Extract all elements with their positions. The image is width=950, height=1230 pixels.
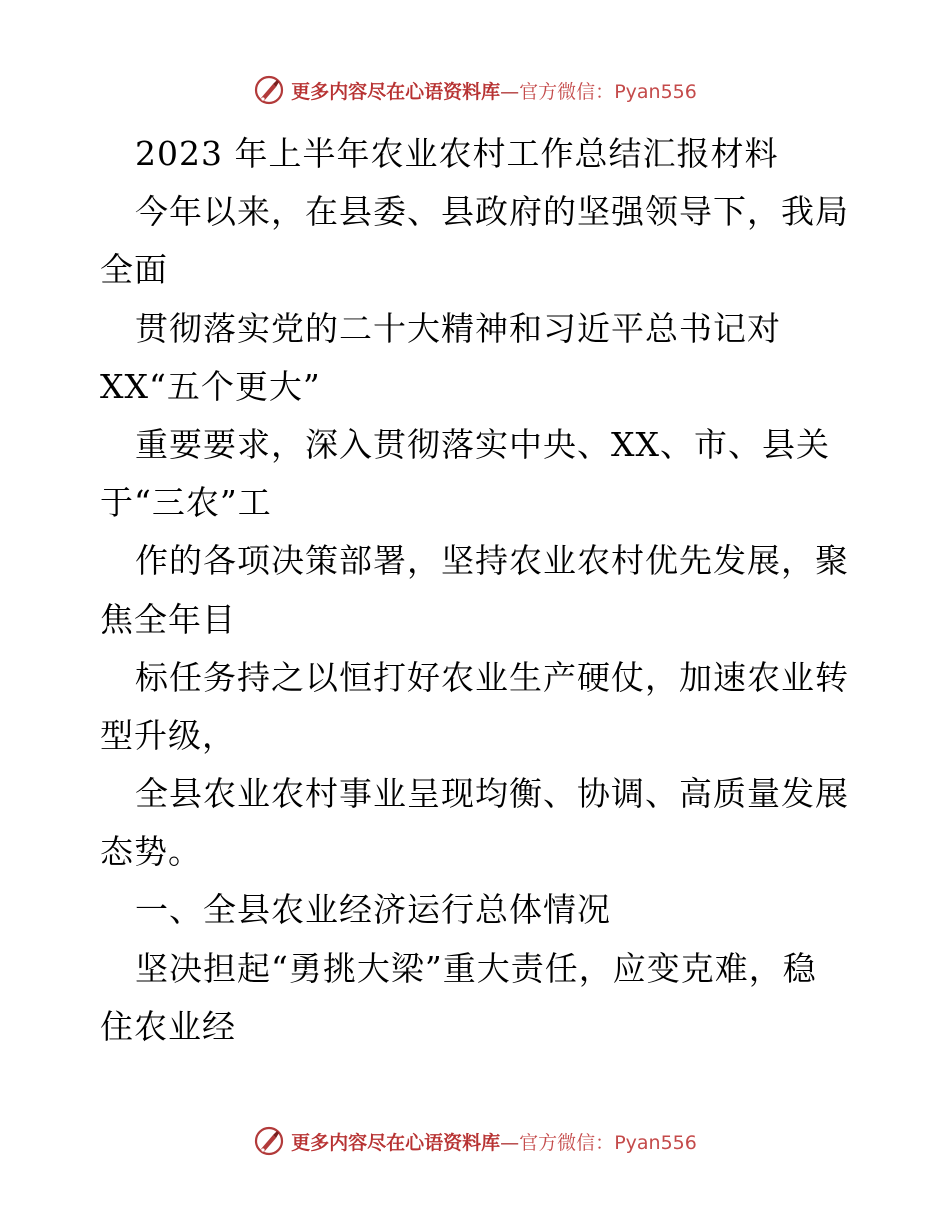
- document-line: 全县农业农村事业呈现均衡、协调、高质量发展: [135, 774, 849, 814]
- watermark-wechat-id: Pyan556: [614, 1131, 697, 1154]
- document-line: 坚决担起“勇挑大梁”重大责任，应变克难，稳: [135, 948, 817, 988]
- watermark-separator: —: [500, 80, 520, 103]
- document-line: 今年以来，在县委、县政府的坚强领导下，我局: [135, 192, 849, 232]
- document-line: 标任务持之以恒打好农业生产硬仗，加速农业转: [135, 657, 849, 697]
- watermark-wechat-id: Pyan556: [614, 80, 697, 103]
- footer-watermark: [0, 1123, 950, 1159]
- document-line: 一、全县农业经济运行总体情况: [135, 890, 611, 930]
- document-line: 全面: [100, 250, 168, 290]
- document-line: 重要要求，深入贯彻落实中央、XX、市、县关: [135, 424, 830, 464]
- watermark-text: [291, 1128, 697, 1155]
- document-line: 住农业经: [100, 1006, 236, 1046]
- document-title: 2023 年上半年农业农村工作总结汇报材料: [135, 134, 779, 173]
- watermark-sub: 官方微信：: [519, 80, 615, 103]
- pen-logo-icon: [253, 1125, 285, 1157]
- pen-logo-icon: [253, 74, 285, 106]
- document-line: 焦全年目: [100, 599, 236, 639]
- watermark-separator: —: [500, 1131, 520, 1154]
- watermark-main: 更多内容尽在心语资料库: [291, 80, 501, 103]
- watermark-text: [291, 77, 697, 104]
- document-line: 于“三农”工: [100, 483, 272, 523]
- document-line: 态势。: [100, 832, 202, 872]
- watermark-main: 更多内容尽在心语资料库: [291, 1131, 501, 1154]
- header-watermark: [0, 72, 950, 108]
- document-line: 型升级，: [100, 715, 236, 755]
- document-body: [100, 125, 860, 1056]
- document-line: 作的各项决策部署，坚持农业农村优先发展，聚: [135, 541, 849, 581]
- document-line: XX“五个更大”: [100, 366, 321, 406]
- watermark-sub: 官方微信：: [519, 1131, 615, 1154]
- document-line: 贯彻落实党的二十大精神和习近平总书记对: [135, 308, 781, 348]
